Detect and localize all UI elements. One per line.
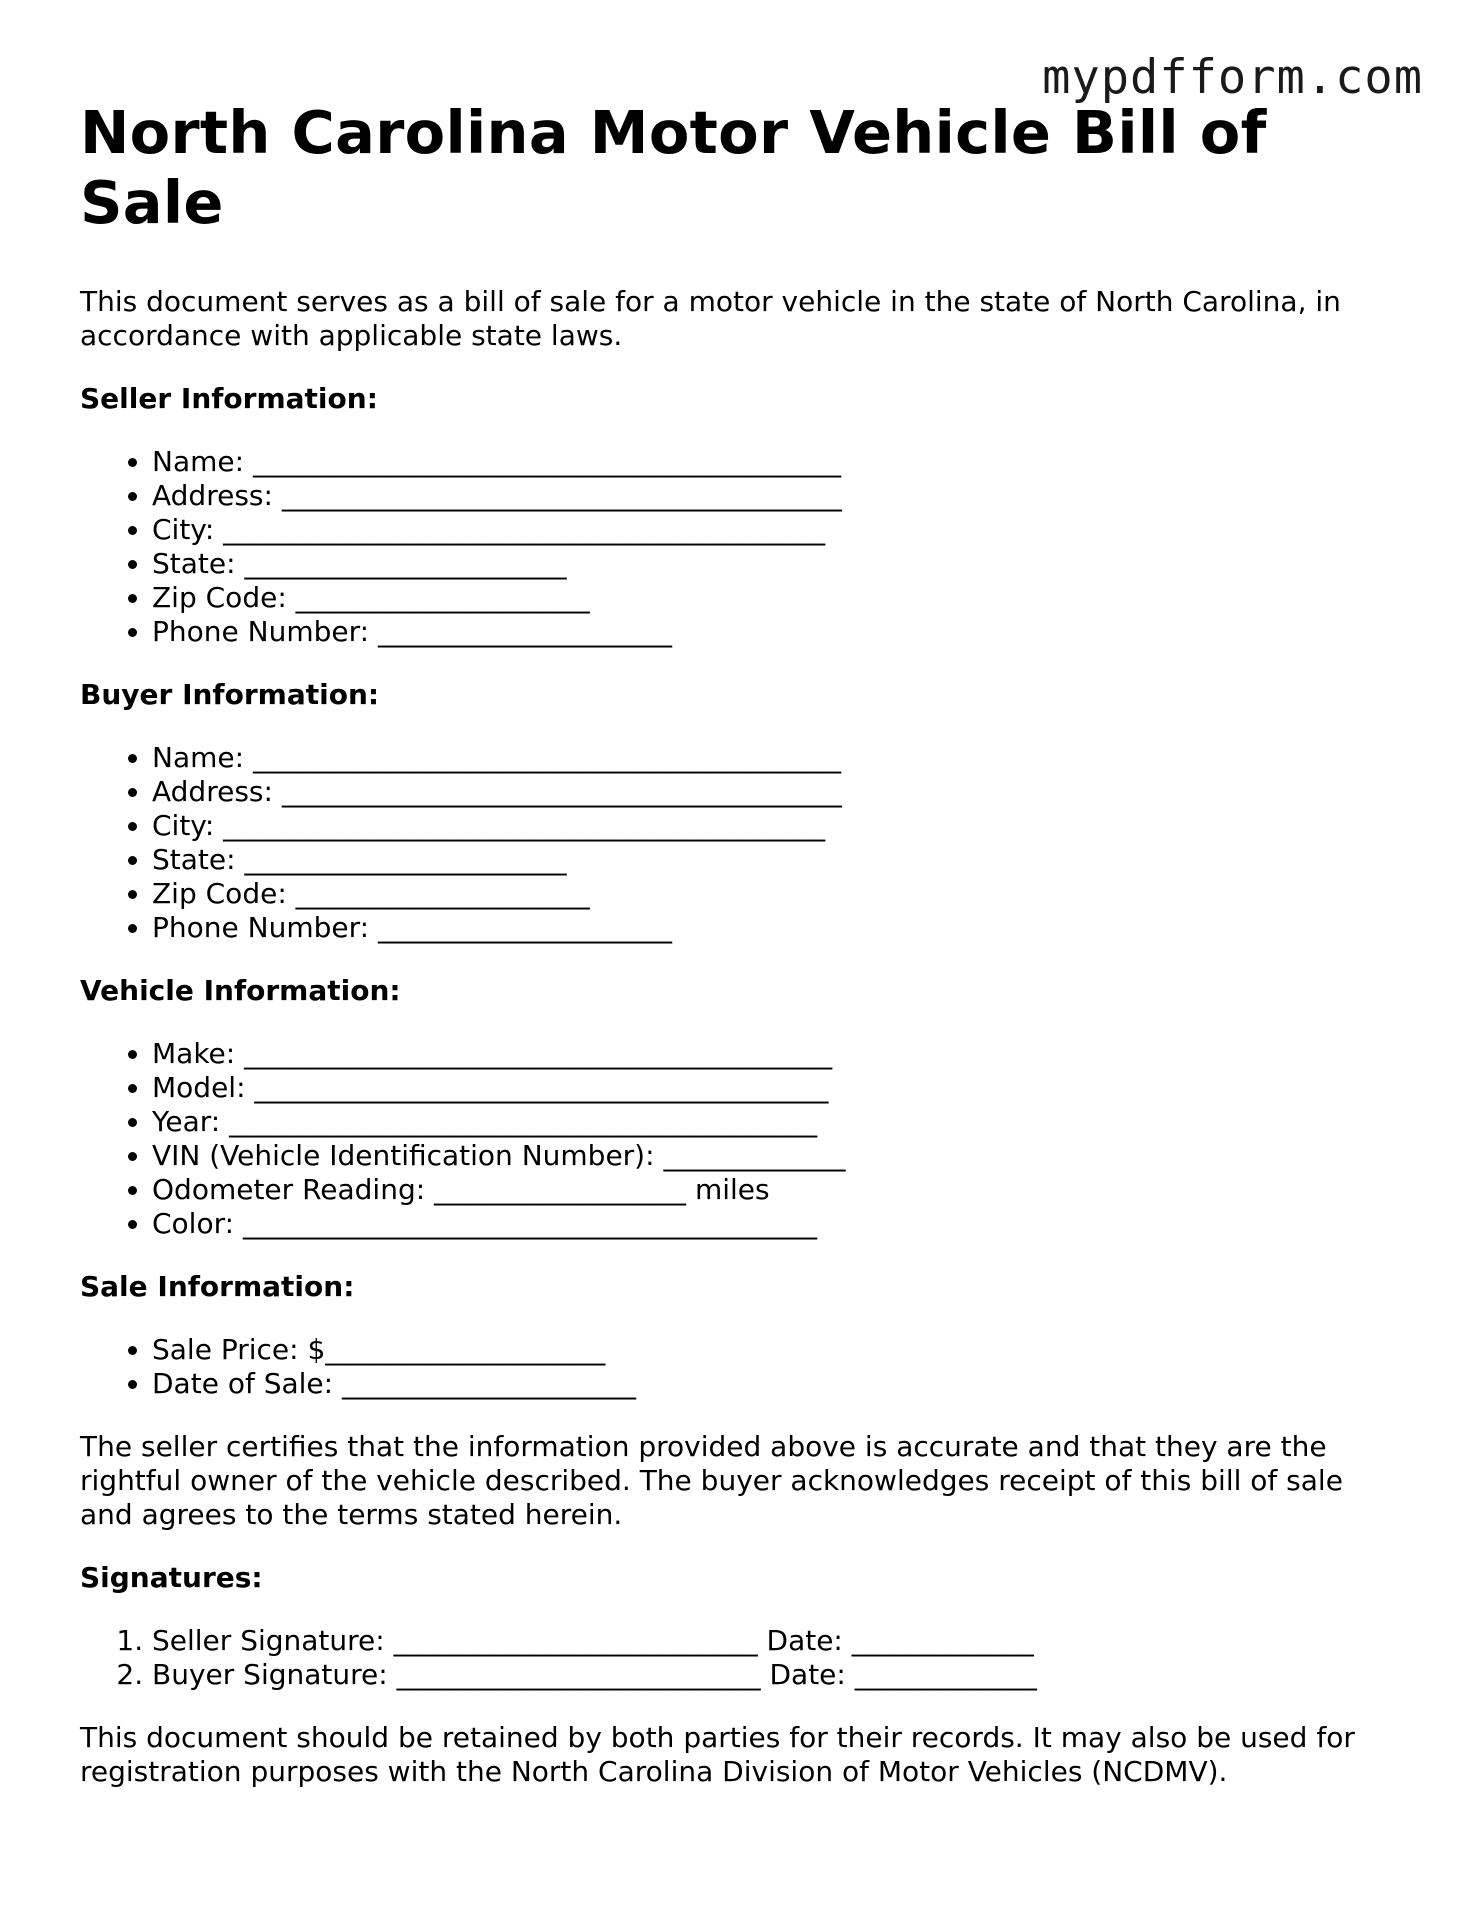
sale-info-list [80, 1333, 1390, 1401]
buyer-phone-field: • Phone Number: _____________________ [152, 911, 1390, 945]
seller-city-field: • City: ___________________________________________ [152, 513, 1390, 547]
watermark: mypdfform.com [1042, 50, 1423, 105]
buyer-zip-field: • Zip Code: _____________________ [152, 877, 1390, 911]
seller-address-field: • Address: ________________________________________ [152, 479, 1390, 513]
buyer-signature-line: 2. Buyer Signature: __________________________ Date: _____________ [152, 1658, 1390, 1692]
buyer-info-list [80, 741, 1390, 945]
sale-date-field: • Date of Sale: _____________________ [152, 1367, 1390, 1401]
vehicle-model-field: • Model: _________________________________________ [152, 1071, 1390, 1105]
seller-zip-field: • Zip Code: _____________________ [152, 581, 1390, 615]
retention-paragraph: This document should be retained by both parties for their records. It may also be used for registration purposes with the North Carolina Division of Motor Vehicles (NCDMV). [80, 1721, 1355, 1788]
signatures-section-heading: Signatures: [80, 1561, 263, 1594]
seller-phone-field: • Phone Number: _____________________ [152, 615, 1390, 649]
page-title: North Carolina Motor Vehicle Bill of Sale [80, 98, 1267, 237]
seller-signature-line: 1. Seller Signature: __________________________ Date: _____________ [152, 1624, 1390, 1658]
seller-section-heading: Seller Information: [80, 382, 378, 415]
vehicle-year-field: • Year: __________________________________________ [152, 1105, 1390, 1139]
vehicle-vin-field: • VIN (Vehicle Identification Number): _____________ [152, 1139, 1390, 1173]
signatures-list [80, 1624, 1390, 1692]
seller-name-field: • Name: __________________________________________ [152, 445, 1390, 479]
intro-paragraph: This document serves as a bill of sale for a motor vehicle in the state of North Carolina, in accordance with applicable state laws. [80, 285, 1341, 352]
certification-paragraph: The seller certifies that the information provided above is accurate and that they are the rightful owner of the vehicle described. The buyer acknowledges receipt of this bill of sale and agrees to the terms stated herein. [80, 1430, 1343, 1531]
document-page [80, 98, 1390, 1789]
vehicle-odometer-field: • Odometer Reading: __________________ miles [152, 1173, 1390, 1207]
buyer-name-field: • Name: __________________________________________ [152, 741, 1390, 775]
buyer-address-field: • Address: ________________________________________ [152, 775, 1390, 809]
vehicle-section-heading: Vehicle Information: [80, 974, 401, 1007]
buyer-city-field: • City: ___________________________________________ [152, 809, 1390, 843]
buyer-section-heading: Buyer Information: [80, 678, 380, 711]
sale-price-field: • Sale Price: $____________________ [152, 1333, 1390, 1367]
vehicle-color-field: • Color: _________________________________________ [152, 1207, 1390, 1241]
buyer-state-field: • State: _______________________ [152, 843, 1390, 877]
sale-section-heading: Sale Information: [80, 1270, 355, 1303]
vehicle-info-list [80, 1037, 1390, 1241]
seller-state-field: • State: _______________________ [152, 547, 1390, 581]
vehicle-make-field: • Make: __________________________________________ [152, 1037, 1390, 1071]
seller-info-list [80, 445, 1390, 649]
